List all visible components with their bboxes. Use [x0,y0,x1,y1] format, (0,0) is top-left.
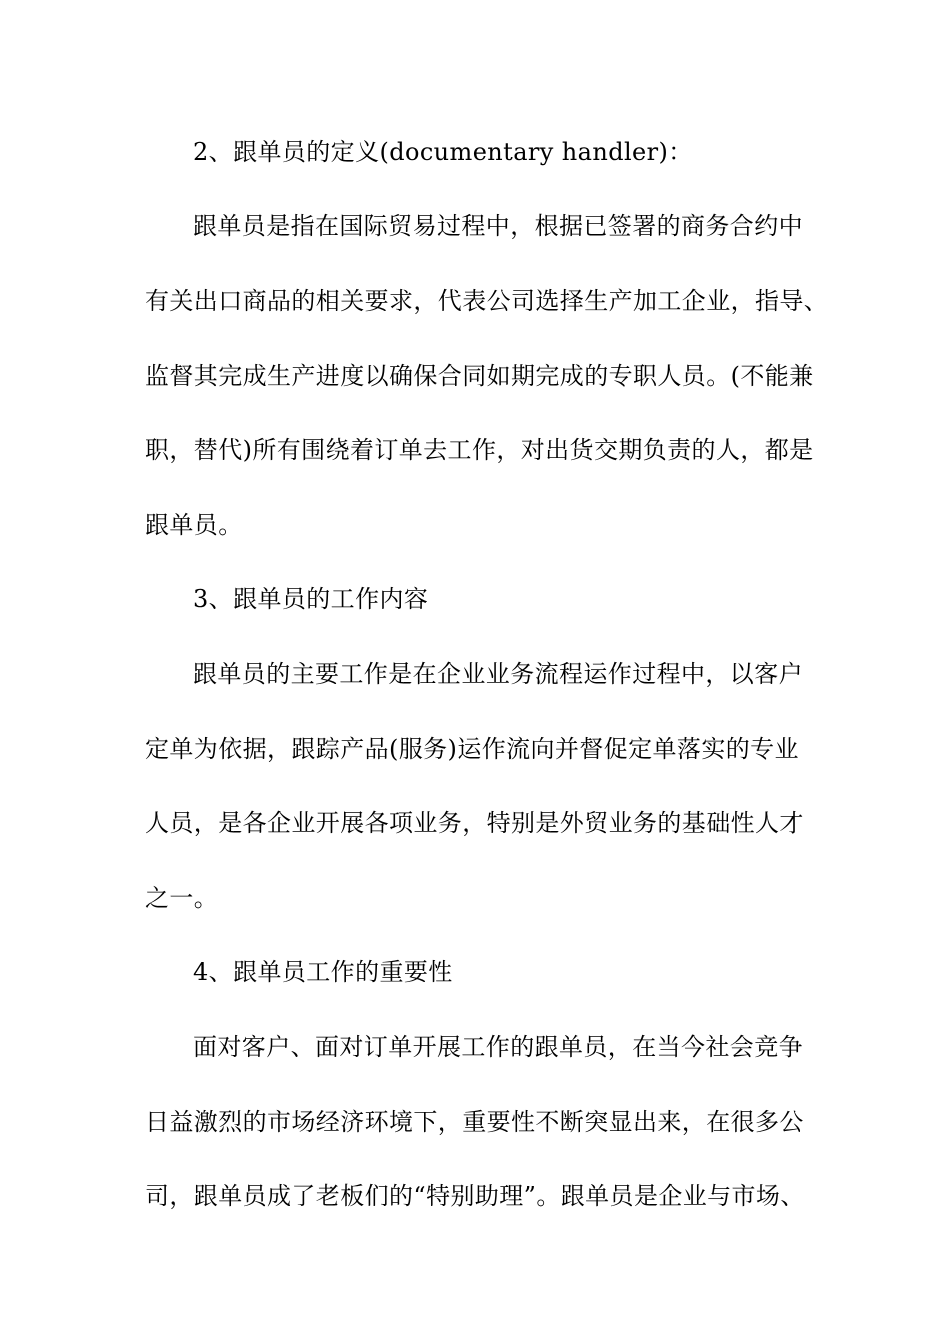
paragraph-line: 跟单员。 [145,511,243,539]
paragraph-line: 监督其完成生产进度以确保合同如期完成的专职人员。(不能兼 [145,362,814,390]
section-heading-importance: 4、跟单员工作的重要性 [193,958,453,986]
paragraph-line: 人员，是各企业开展各项业务，特别是外贸业务的基础性人才 [145,809,804,837]
paragraph-line: 司，跟单员成了老板们的“特别助理”。跟单员是企业与市场、 [145,1182,805,1210]
section-heading-work-content: 3、跟单员的工作内容 [193,585,429,613]
paragraph-line: 跟单员的主要工作是在企业业务流程运作过程中，以客户 [193,660,803,688]
paragraph-line: 跟单员是指在国际贸易过程中，根据已签署的商务合约中 [193,212,803,240]
paragraph-line: 定单为依据，跟踪产品(服务)运作流向并督促定单落实的专业 [145,735,799,763]
paragraph-line: 有关出口商品的相关要求，代表公司选择生产加工企业，指导、 [145,287,829,315]
section-heading-definition: 2、跟单员的定义(documentary handler)： [193,138,693,166]
paragraph-line: 之一。 [145,884,219,912]
paragraph-line: 职，替代)所有围绕着订单去工作，对出货交期负责的人，都是 [145,436,814,464]
paragraph-line: 日益激烈的市场经济环境下，重要性不断突显出来，在很多公 [145,1108,804,1136]
paragraph-line: 面对客户、面对订单开展工作的跟单员，在当今社会竞争 [193,1033,803,1061]
